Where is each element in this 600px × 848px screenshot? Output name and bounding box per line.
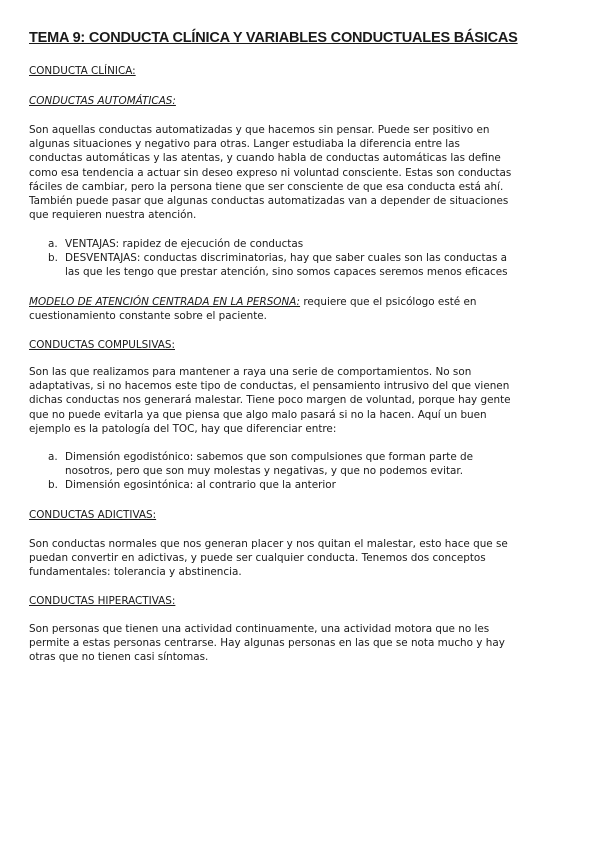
text-line: Son aquellas conductas automatizadas y que hacemos sin pensar. Puede ser positivo en [29, 124, 490, 136]
list-item [48, 478, 568, 492]
paragraph-compulsivas [29, 365, 569, 436]
text-line: algunas situaciones y negativo para otras. Langer estudiaba la diferencia entre las [29, 138, 460, 151]
text-line: fundamentales: tolerancia y abstinencia. [29, 566, 242, 579]
list-marker: b. [48, 252, 58, 265]
text-line [29, 295, 569, 309]
list-item [48, 251, 568, 279]
list-item [48, 450, 568, 478]
text-line: cuestionamiento constante sobre el paciente. [29, 310, 267, 323]
text-line: fáciles de cambiar, pero la persona tiene que ser consciente de que esa conducta está ahí. [29, 180, 504, 193]
text-line: adaptativas, si no hacemos este tipo de conductas, el pensamiento intrusivo del que vienen [29, 380, 510, 393]
list-item-text: DESVENTAJAS: conductas discriminatorias, hay que saber cuales son las conductas a [65, 252, 508, 265]
subheading-conductas-automaticas: CONDUCTAS AUTOMÁTICAS: [29, 95, 176, 107]
list-item-text: Dimensión egodistónico: sabemos que son compulsiones que forman parte de [65, 451, 474, 463]
paragraph-modelo-atencion [29, 295, 569, 323]
heading-conducta-clinica: CONDUCTA CLÍNICA: [29, 65, 136, 77]
text-line: conductas automáticas y las atentas, y cuando habla de conductas automáticas las define [29, 152, 501, 165]
list-item [48, 237, 568, 251]
list-item-text: nosotros, pero que son muy molestas y negativas, y que no podemos evitar. [65, 465, 464, 478]
paragraph-automaticas [29, 123, 569, 222]
list-ventajas-desventajas [48, 237, 568, 280]
text-line: permite a estas personas centrarse. Hay algunas personas en las que se nota mucho y hay [29, 637, 505, 650]
list-item-text: VENTAJAS: rapidez de ejecución de conductas [65, 238, 304, 250]
text-line: dichas conductas nos generará malestar. Tiene poco margen de voluntad, porque hay gente [29, 394, 511, 407]
text-line: que no puede evitarla ya que piensa que algo malo pasará si no la hacen. Aquí un buen [29, 408, 487, 421]
heading-conductas-compulsivas: CONDUCTAS COMPULSIVAS: [29, 339, 175, 351]
text-line: que requieren nuestra atención. [29, 209, 197, 222]
modelo-label: MODELO DE ATENCIÓN CENTRADA EN LA PERSONA: [29, 296, 301, 308]
list-dimensiones [48, 450, 568, 493]
page-title: TEMA 9: CONDUCTA CLÍNICA Y VARIABLES CONDUCTUALES BÁSICAS [29, 30, 518, 46]
text-line: otras que no tienen casi síntomas. [29, 651, 209, 664]
text-line: Son personas que tienen una actividad continuamente, una actividad motora que no les [29, 623, 490, 635]
text-line: Son conductas normales que nos generan placer y nos quitan el malestar, esto hace que se [29, 538, 508, 550]
text-line: como esa tendencia a actuar sin deseo expreso ni voluntad consciente. Estas son conductas [29, 166, 512, 179]
list-marker: a. [48, 238, 58, 250]
text-line: Son las que realizamos para mantener a raya una serie de comportamientos. No son [29, 366, 472, 378]
text-line: ejemplo es la patología del TOC, hay que diferenciar entre: [29, 422, 337, 435]
text-line: puedan convertir en adictivas, y puede ser cualquier conducta. Tenemos dos conceptos [29, 552, 486, 565]
text-line: También puede pasar que algunas conductas automatizadas van a depender de situaciones [29, 195, 509, 208]
list-marker: b. [48, 479, 58, 492]
paragraph-hiperactivas [29, 622, 569, 665]
list-item-text: Dimensión egosintónica: al contrario que la anterior [65, 479, 336, 492]
paragraph-adictivas [29, 537, 569, 580]
heading-conductas-hiperactivas: CONDUCTAS HIPERACTIVAS: [29, 595, 176, 607]
list-marker: a. [48, 451, 58, 463]
heading-conductas-adictivas: CONDUCTAS ADICTIVAS: [29, 509, 157, 521]
modelo-text: requiere que el psicólogo esté en [300, 296, 477, 308]
list-item-text: las que les tengo que prestar atención, sino somos capaces seremos menos eficaces [65, 266, 508, 279]
